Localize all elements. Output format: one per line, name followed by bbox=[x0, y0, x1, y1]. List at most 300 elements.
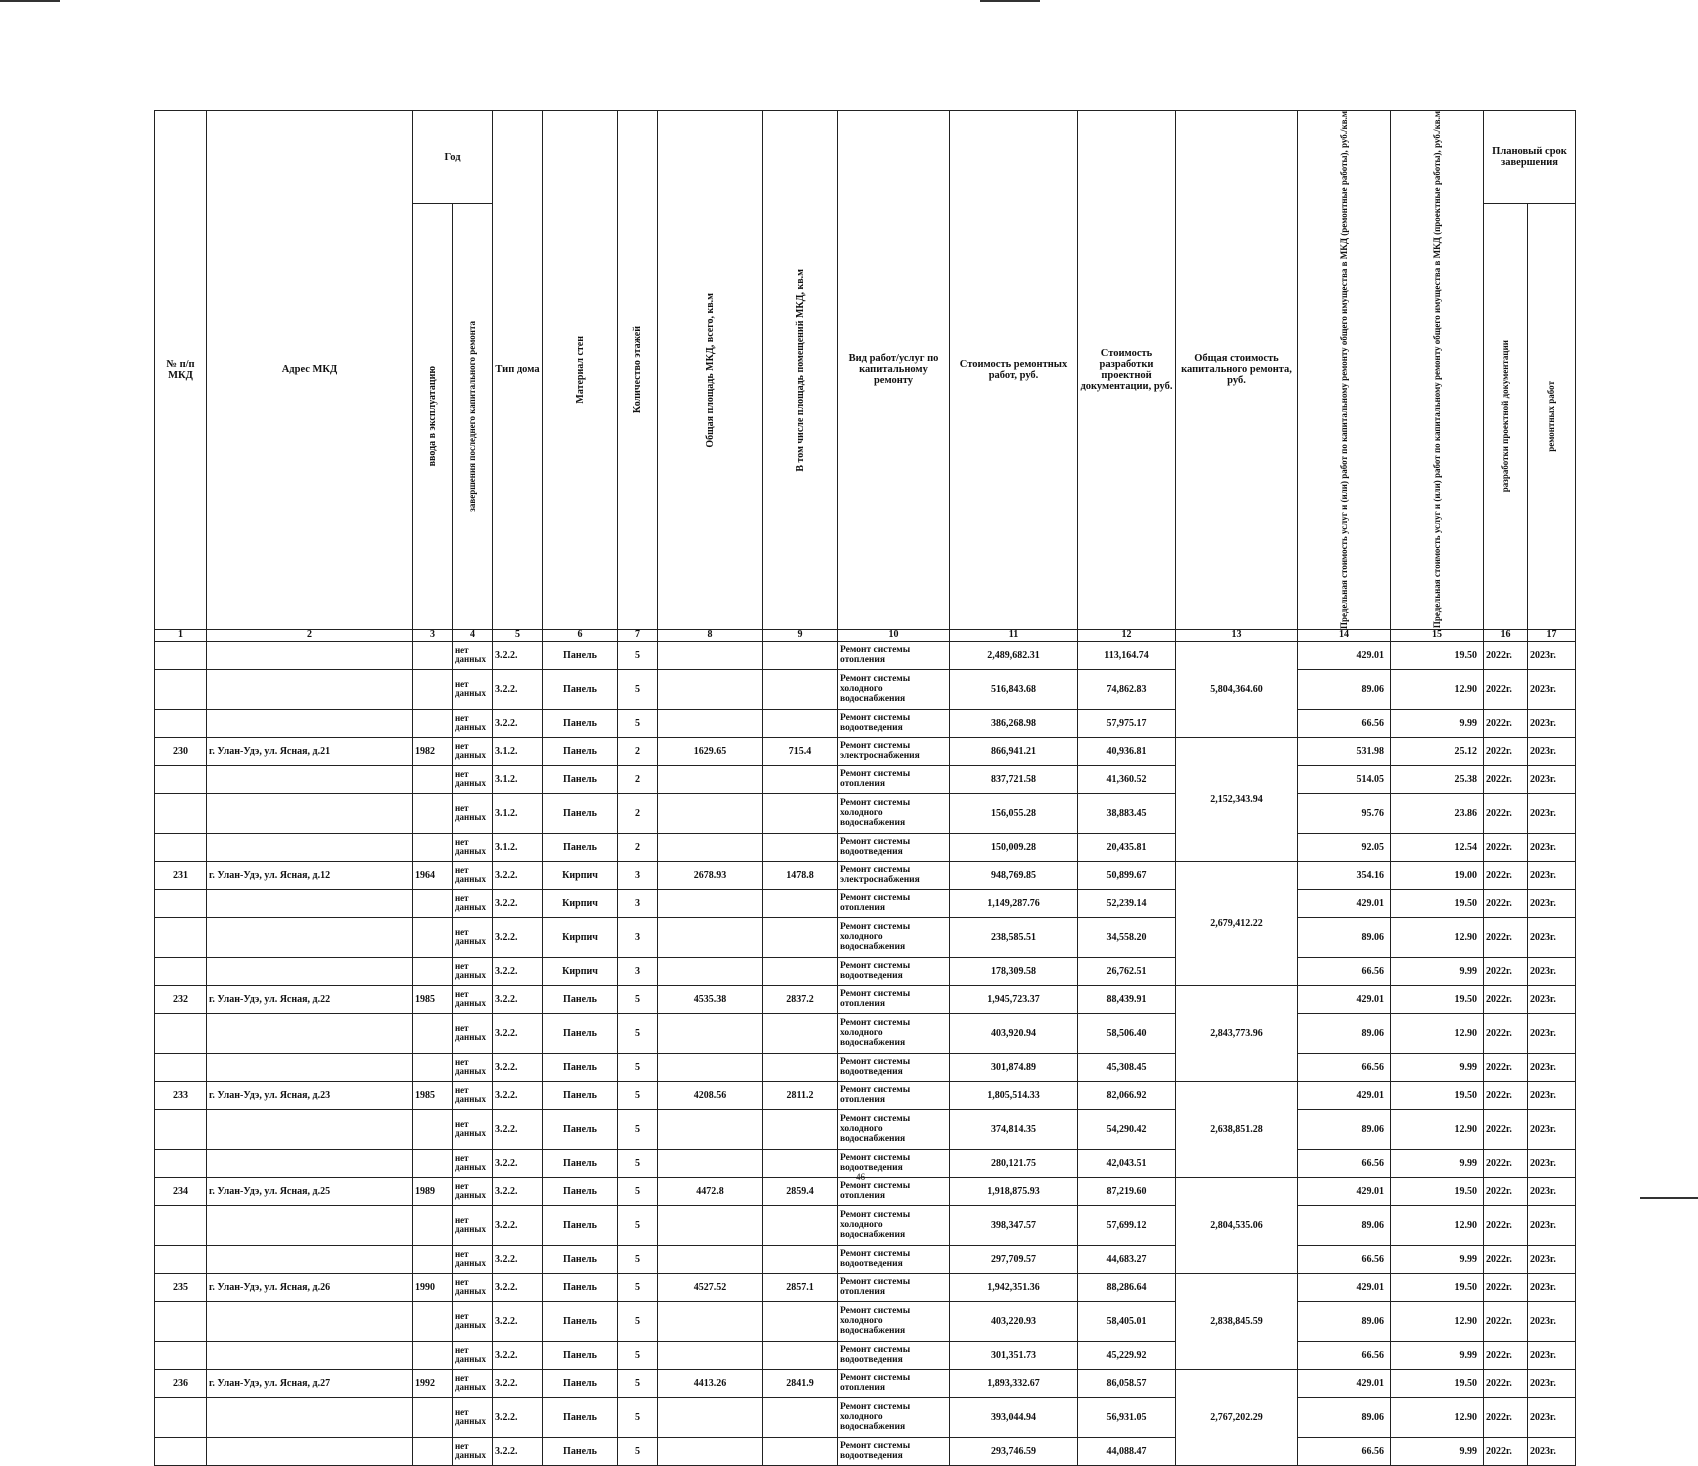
row-number-cell bbox=[155, 641, 207, 669]
work-type-cell: Ремонт системы отопления bbox=[838, 1369, 950, 1397]
plan-repair-cell: 2023г. bbox=[1528, 669, 1576, 709]
work-type-cell: Ремонт системы отопления bbox=[838, 641, 950, 669]
row-number-cell: 233 bbox=[155, 1081, 207, 1109]
year-last-repair-cell: нет данных bbox=[453, 765, 493, 793]
wall-material-cell: Панель bbox=[543, 765, 618, 793]
work-type-cell: Ремонт системы холодного водоснабжения bbox=[838, 793, 950, 833]
design-cost-cell: 42,043.51 bbox=[1078, 1149, 1176, 1177]
house-type-cell: 3.2.2. bbox=[493, 669, 543, 709]
plan-repair-cell: 2023г. bbox=[1528, 1205, 1576, 1245]
limit-design-cell: 9.99 bbox=[1391, 1149, 1484, 1177]
limit-repair-cell: 429.01 bbox=[1298, 889, 1391, 917]
plan-design-cell: 2022г. bbox=[1484, 1053, 1528, 1081]
address-cell: г. Улан-Удэ, ул. Ясная, д.26 bbox=[207, 1273, 413, 1301]
floors-cell: 5 bbox=[618, 1177, 658, 1205]
work-type-cell: Ремонт системы холодного водоснабжения bbox=[838, 1109, 950, 1149]
total-cost-cell: 2,804,535.06 bbox=[1176, 1177, 1298, 1273]
header-plan: Плановый срок завершения bbox=[1484, 111, 1576, 204]
header-premises-area: В том числе площадь помещений МКД, кв.м bbox=[763, 111, 838, 630]
plan-design-cell: 2022г. bbox=[1484, 985, 1528, 1013]
limit-design-cell: 23.86 bbox=[1391, 793, 1484, 833]
header-limit-repair: Предельная стоимость услуг и (или) работ по капитальному ремонту общего имущества в МКД (ремонтные работы), руб./кв.м bbox=[1298, 111, 1391, 630]
floors-cell: 5 bbox=[618, 1341, 658, 1369]
column-number: 8 bbox=[658, 629, 763, 641]
design-cost-cell: 54,290.42 bbox=[1078, 1109, 1176, 1149]
repair-cost-cell: 403,920.94 bbox=[950, 1013, 1078, 1053]
total-area-cell: 4208.56 bbox=[658, 1081, 763, 1109]
plan-repair-cell: 2023г. bbox=[1528, 1245, 1576, 1273]
work-type-cell: Ремонт системы водоотведения bbox=[838, 1149, 950, 1177]
premises-area-cell: 2841.9 bbox=[763, 1369, 838, 1397]
limit-repair-cell: 429.01 bbox=[1298, 1273, 1391, 1301]
repair-table bbox=[154, 110, 1576, 1466]
premises-area-cell bbox=[763, 833, 838, 861]
total-area-cell bbox=[658, 1437, 763, 1465]
work-type-cell: Ремонт системы отопления bbox=[838, 1273, 950, 1301]
page-number: 46 bbox=[856, 1172, 865, 1182]
column-number: 13 bbox=[1176, 629, 1298, 641]
repair-cost-cell: 516,843.68 bbox=[950, 669, 1078, 709]
plan-design-cell: 2022г. bbox=[1484, 917, 1528, 957]
plan-design-cell: 2022г. bbox=[1484, 1205, 1528, 1245]
floors-cell: 5 bbox=[618, 985, 658, 1013]
limit-design-cell: 9.99 bbox=[1391, 1053, 1484, 1081]
limit-design-cell: 12.90 bbox=[1391, 669, 1484, 709]
limit-design-cell: 12.90 bbox=[1391, 1301, 1484, 1341]
address-cell: г. Улан-Удэ, ул. Ясная, д.27 bbox=[207, 1369, 413, 1397]
year-last-repair-cell: нет данных bbox=[453, 793, 493, 833]
limit-repair-cell: 66.56 bbox=[1298, 709, 1391, 737]
total-area-cell: 4527.52 bbox=[658, 1273, 763, 1301]
house-type-cell: 3.1.2. bbox=[493, 793, 543, 833]
year-commission-cell bbox=[413, 1205, 453, 1245]
year-last-repair-cell: нет данных bbox=[453, 833, 493, 861]
design-cost-cell: 20,435.81 bbox=[1078, 833, 1176, 861]
limit-design-cell: 19.50 bbox=[1391, 1081, 1484, 1109]
plan-design-cell: 2022г. bbox=[1484, 1437, 1528, 1465]
house-type-cell: 3.2.2. bbox=[493, 957, 543, 985]
plan-repair-cell: 2023г. bbox=[1528, 985, 1576, 1013]
work-type-cell: Ремонт системы отопления bbox=[838, 889, 950, 917]
total-area-cell bbox=[658, 709, 763, 737]
limit-repair-cell: 429.01 bbox=[1298, 1177, 1391, 1205]
row-number-cell bbox=[155, 1013, 207, 1053]
scan-edge-mark bbox=[1640, 1197, 1698, 1199]
work-type-cell: Ремонт системы водоотведения bbox=[838, 1341, 950, 1369]
total-cost-cell: 5,804,364.60 bbox=[1176, 641, 1298, 737]
house-type-cell: 3.2.2. bbox=[493, 1205, 543, 1245]
premises-area-cell bbox=[763, 793, 838, 833]
wall-material-cell: Панель bbox=[543, 985, 618, 1013]
floors-cell: 5 bbox=[618, 1205, 658, 1245]
table-row bbox=[155, 641, 1576, 669]
total-area-cell bbox=[658, 917, 763, 957]
header-total-cost: Общая стоимость капитального ремонта, руб. bbox=[1176, 111, 1298, 630]
floors-cell: 5 bbox=[618, 669, 658, 709]
plan-repair-cell: 2023г. bbox=[1528, 1013, 1576, 1053]
design-cost-cell: 74,862.83 bbox=[1078, 669, 1176, 709]
total-area-cell bbox=[658, 957, 763, 985]
limit-design-cell: 9.99 bbox=[1391, 1437, 1484, 1465]
plan-design-cell: 2022г. bbox=[1484, 737, 1528, 765]
design-cost-cell: 82,066.92 bbox=[1078, 1081, 1176, 1109]
wall-material-cell: Панель bbox=[543, 1053, 618, 1081]
repair-cost-cell: 1,945,723.37 bbox=[950, 985, 1078, 1013]
plan-design-cell: 2022г. bbox=[1484, 669, 1528, 709]
header-design-cost: Стоимость разработки проектной документации, руб. bbox=[1078, 111, 1176, 630]
design-cost-cell: 58,506.40 bbox=[1078, 1013, 1176, 1053]
design-cost-cell: 38,883.45 bbox=[1078, 793, 1176, 833]
table-row bbox=[155, 669, 1576, 709]
total-area-cell bbox=[658, 1013, 763, 1053]
limit-repair-cell: 66.56 bbox=[1298, 957, 1391, 985]
address-cell bbox=[207, 641, 413, 669]
year-commission-cell bbox=[413, 1341, 453, 1369]
header-limit-design: Предельная стоимость услуг и (или) работ по капитальному ремонту общего имущества в МКД (проектные работы), руб./кв.м bbox=[1391, 111, 1484, 630]
year-last-repair-cell: нет данных bbox=[453, 1341, 493, 1369]
limit-repair-cell: 95.76 bbox=[1298, 793, 1391, 833]
total-cost-cell: 2,838,845.59 bbox=[1176, 1273, 1298, 1369]
work-type-cell: Ремонт системы отопления bbox=[838, 1081, 950, 1109]
row-number-cell: 234 bbox=[155, 1177, 207, 1205]
table-row bbox=[155, 765, 1576, 793]
wall-material-cell: Панель bbox=[543, 641, 618, 669]
address-cell bbox=[207, 1341, 413, 1369]
work-type-cell: Ремонт системы холодного водоснабжения bbox=[838, 1013, 950, 1053]
year-commission-cell bbox=[413, 1053, 453, 1081]
design-cost-cell: 88,286.64 bbox=[1078, 1273, 1176, 1301]
address-cell bbox=[207, 1149, 413, 1177]
house-type-cell: 3.2.2. bbox=[493, 861, 543, 889]
row-number-cell bbox=[155, 1245, 207, 1273]
limit-design-cell: 12.90 bbox=[1391, 1013, 1484, 1053]
header-plan-design: разработки проектной документации bbox=[1484, 204, 1528, 630]
repair-cost-cell: 837,721.58 bbox=[950, 765, 1078, 793]
column-number: 11 bbox=[950, 629, 1078, 641]
wall-material-cell: Кирпич bbox=[543, 957, 618, 985]
limit-repair-cell: 89.06 bbox=[1298, 1205, 1391, 1245]
premises-area-cell bbox=[763, 1053, 838, 1081]
row-number-cell: 236 bbox=[155, 1369, 207, 1397]
total-cost-cell: 2,679,412.22 bbox=[1176, 861, 1298, 985]
house-type-cell: 3.2.2. bbox=[493, 1301, 543, 1341]
address-cell bbox=[207, 765, 413, 793]
address-cell: г. Улан-Удэ, ул. Ясная, д.23 bbox=[207, 1081, 413, 1109]
house-type-cell: 3.2.2. bbox=[493, 1245, 543, 1273]
work-type-cell: Ремонт системы водоотведения bbox=[838, 709, 950, 737]
plan-design-cell: 2022г. bbox=[1484, 1369, 1528, 1397]
repair-cost-cell: 1,918,875.93 bbox=[950, 1177, 1078, 1205]
repair-cost-cell: 238,585.51 bbox=[950, 917, 1078, 957]
work-type-cell: Ремонт системы холодного водоснабжения bbox=[838, 917, 950, 957]
plan-design-cell: 2022г. bbox=[1484, 1177, 1528, 1205]
address-cell bbox=[207, 1053, 413, 1081]
house-type-cell: 3.2.2. bbox=[493, 641, 543, 669]
total-area-cell bbox=[658, 641, 763, 669]
floors-cell: 5 bbox=[618, 641, 658, 669]
plan-repair-cell: 2023г. bbox=[1528, 1369, 1576, 1397]
repair-schedule-sheet bbox=[154, 110, 1576, 1466]
year-commission-cell bbox=[413, 889, 453, 917]
wall-material-cell: Панель bbox=[543, 1149, 618, 1177]
plan-design-cell: 2022г. bbox=[1484, 1397, 1528, 1437]
wall-material-cell: Панель bbox=[543, 1341, 618, 1369]
plan-design-cell: 2022г. bbox=[1484, 889, 1528, 917]
header-year-last-repair: завершения последнего капитального ремонта bbox=[453, 204, 493, 630]
table-row bbox=[155, 1177, 1576, 1205]
limit-design-cell: 19.50 bbox=[1391, 1273, 1484, 1301]
repair-cost-cell: 398,347.57 bbox=[950, 1205, 1078, 1245]
wall-material-cell: Панель bbox=[543, 669, 618, 709]
plan-repair-cell: 2023г. bbox=[1528, 957, 1576, 985]
work-type-cell: Ремонт системы водоотведения bbox=[838, 957, 950, 985]
table-row bbox=[155, 1149, 1576, 1177]
plan-repair-cell: 2023г. bbox=[1528, 793, 1576, 833]
address-cell: г. Улан-Удэ, ул. Ясная, д.12 bbox=[207, 861, 413, 889]
year-last-repair-cell: нет данных bbox=[453, 1013, 493, 1053]
premises-area-cell: 2857.1 bbox=[763, 1273, 838, 1301]
work-type-cell: Ремонт системы электроснабжения bbox=[838, 737, 950, 765]
table-row bbox=[155, 1369, 1576, 1397]
column-number: 17 bbox=[1528, 629, 1576, 641]
house-type-cell: 3.2.2. bbox=[493, 1397, 543, 1437]
year-commission-cell: 1964 bbox=[413, 861, 453, 889]
floors-cell: 5 bbox=[618, 1013, 658, 1053]
total-area-cell: 1629.65 bbox=[658, 737, 763, 765]
house-type-cell: 3.2.2. bbox=[493, 1341, 543, 1369]
plan-design-cell: 2022г. bbox=[1484, 641, 1528, 669]
limit-repair-cell: 89.06 bbox=[1298, 1301, 1391, 1341]
house-type-cell: 3.2.2. bbox=[493, 1013, 543, 1053]
wall-material-cell: Панель bbox=[543, 1273, 618, 1301]
floors-cell: 5 bbox=[618, 1109, 658, 1149]
row-number-cell: 235 bbox=[155, 1273, 207, 1301]
year-commission-cell: 1982 bbox=[413, 737, 453, 765]
address-cell bbox=[207, 1397, 413, 1437]
premises-area-cell bbox=[763, 669, 838, 709]
table-row bbox=[155, 1273, 1576, 1301]
table-row bbox=[155, 957, 1576, 985]
wall-material-cell: Панель bbox=[543, 1109, 618, 1149]
row-number-cell bbox=[155, 709, 207, 737]
work-type-cell: Ремонт системы холодного водоснабжения bbox=[838, 1205, 950, 1245]
limit-repair-cell: 429.01 bbox=[1298, 1369, 1391, 1397]
total-cost-cell: 2,638,851.28 bbox=[1176, 1081, 1298, 1177]
work-type-cell: Ремонт системы отопления bbox=[838, 1177, 950, 1205]
year-last-repair-cell: нет данных bbox=[453, 737, 493, 765]
address-cell bbox=[207, 889, 413, 917]
table-body bbox=[155, 641, 1576, 1465]
year-last-repair-cell: нет данных bbox=[453, 1205, 493, 1245]
wall-material-cell: Кирпич bbox=[543, 861, 618, 889]
work-type-cell: Ремонт системы водоотведения bbox=[838, 1245, 950, 1273]
year-commission-cell: 1985 bbox=[413, 1081, 453, 1109]
column-number: 12 bbox=[1078, 629, 1176, 641]
limit-design-cell: 12.90 bbox=[1391, 1205, 1484, 1245]
work-type-cell: Ремонт системы водоотведения bbox=[838, 833, 950, 861]
work-type-cell: Ремонт системы водоотведения bbox=[838, 1053, 950, 1081]
premises-area-cell bbox=[763, 765, 838, 793]
address-cell bbox=[207, 1205, 413, 1245]
total-area-cell bbox=[658, 889, 763, 917]
wall-material-cell: Панель bbox=[543, 1081, 618, 1109]
header-repair-cost: Стоимость ремонтных работ, руб. bbox=[950, 111, 1078, 630]
year-last-repair-cell: нет данных bbox=[453, 985, 493, 1013]
floors-cell: 5 bbox=[618, 1369, 658, 1397]
limit-repair-cell: 531.98 bbox=[1298, 737, 1391, 765]
limit-repair-cell: 429.01 bbox=[1298, 1081, 1391, 1109]
plan-design-cell: 2022г. bbox=[1484, 793, 1528, 833]
limit-repair-cell: 66.56 bbox=[1298, 1437, 1391, 1465]
header-address: Адрес МКД bbox=[207, 111, 413, 630]
table-row bbox=[155, 1437, 1576, 1465]
wall-material-cell: Панель bbox=[543, 709, 618, 737]
floors-cell: 3 bbox=[618, 917, 658, 957]
plan-repair-cell: 2023г. bbox=[1528, 1397, 1576, 1437]
header-year-commission: ввода в эксплуатацию bbox=[413, 204, 453, 630]
table-row bbox=[155, 709, 1576, 737]
year-last-repair-cell: нет данных bbox=[453, 1053, 493, 1081]
premises-area-cell bbox=[763, 1301, 838, 1341]
work-type-cell: Ремонт системы электроснабжения bbox=[838, 861, 950, 889]
repair-cost-cell: 2,489,682.31 bbox=[950, 641, 1078, 669]
design-cost-cell: 57,699.12 bbox=[1078, 1205, 1176, 1245]
year-commission-cell: 1992 bbox=[413, 1369, 453, 1397]
year-last-repair-cell: нет данных bbox=[453, 917, 493, 957]
column-number: 6 bbox=[543, 629, 618, 641]
row-number-cell bbox=[155, 1397, 207, 1437]
plan-repair-cell: 2023г. bbox=[1528, 1437, 1576, 1465]
wall-material-cell: Панель bbox=[543, 1205, 618, 1245]
premises-area-cell bbox=[763, 709, 838, 737]
plan-repair-cell: 2023г. bbox=[1528, 641, 1576, 669]
column-number-row bbox=[155, 629, 1576, 641]
year-commission-cell bbox=[413, 957, 453, 985]
address-cell: г. Улан-Удэ, ул. Ясная, д.25 bbox=[207, 1177, 413, 1205]
year-last-repair-cell: нет данных bbox=[453, 1245, 493, 1273]
work-type-cell: Ремонт системы холодного водоснабжения bbox=[838, 669, 950, 709]
row-number-cell bbox=[155, 1341, 207, 1369]
design-cost-cell: 44,088.47 bbox=[1078, 1437, 1176, 1465]
row-number-cell bbox=[155, 917, 207, 957]
repair-cost-cell: 393,044.94 bbox=[950, 1397, 1078, 1437]
column-number: 3 bbox=[413, 629, 453, 641]
total-area-cell bbox=[658, 765, 763, 793]
premises-area-cell bbox=[763, 889, 838, 917]
design-cost-cell: 34,558.20 bbox=[1078, 917, 1176, 957]
column-number: 7 bbox=[618, 629, 658, 641]
design-cost-cell: 41,360.52 bbox=[1078, 765, 1176, 793]
table-row bbox=[155, 1205, 1576, 1245]
house-type-cell: 3.2.2. bbox=[493, 1369, 543, 1397]
house-type-cell: 3.2.2. bbox=[493, 985, 543, 1013]
row-number-cell bbox=[155, 765, 207, 793]
year-commission-cell bbox=[413, 709, 453, 737]
design-cost-cell: 45,308.45 bbox=[1078, 1053, 1176, 1081]
year-commission-cell bbox=[413, 1301, 453, 1341]
premises-area-cell: 1478.8 bbox=[763, 861, 838, 889]
year-commission-cell bbox=[413, 1397, 453, 1437]
house-type-cell: 3.2.2. bbox=[493, 1273, 543, 1301]
year-last-repair-cell: нет данных bbox=[453, 1397, 493, 1437]
plan-design-cell: 2022г. bbox=[1484, 1273, 1528, 1301]
limit-design-cell: 12.90 bbox=[1391, 1397, 1484, 1437]
limit-design-cell: 19.50 bbox=[1391, 889, 1484, 917]
limit-design-cell: 12.54 bbox=[1391, 833, 1484, 861]
total-area-cell bbox=[658, 1397, 763, 1437]
column-number: 16 bbox=[1484, 629, 1528, 641]
plan-design-cell: 2022г. bbox=[1484, 957, 1528, 985]
house-type-cell: 3.2.2. bbox=[493, 1177, 543, 1205]
total-area-cell bbox=[658, 1149, 763, 1177]
row-number-cell bbox=[155, 669, 207, 709]
row-number-cell bbox=[155, 1053, 207, 1081]
column-number: 2 bbox=[207, 629, 413, 641]
row-number-cell bbox=[155, 889, 207, 917]
total-area-cell bbox=[658, 1205, 763, 1245]
limit-repair-cell: 66.56 bbox=[1298, 1245, 1391, 1273]
header-work-type: Вид работ/услуг по капитальному ремонту bbox=[838, 111, 950, 630]
plan-repair-cell: 2023г. bbox=[1528, 1149, 1576, 1177]
repair-cost-cell: 374,814.35 bbox=[950, 1109, 1078, 1149]
premises-area-cell bbox=[763, 1341, 838, 1369]
year-commission-cell: 1985 bbox=[413, 985, 453, 1013]
floors-cell: 5 bbox=[618, 1245, 658, 1273]
total-area-cell bbox=[658, 793, 763, 833]
premises-area-cell: 2859.4 bbox=[763, 1177, 838, 1205]
year-last-repair-cell: нет данных bbox=[453, 861, 493, 889]
premises-area-cell bbox=[763, 917, 838, 957]
premises-area-cell bbox=[763, 1397, 838, 1437]
repair-cost-cell: 403,220.93 bbox=[950, 1301, 1078, 1341]
limit-repair-cell: 66.56 bbox=[1298, 1341, 1391, 1369]
header-wall-material: Материал стен bbox=[543, 111, 618, 630]
address-cell bbox=[207, 669, 413, 709]
year-last-repair-cell: нет данных bbox=[453, 1177, 493, 1205]
limit-repair-cell: 89.06 bbox=[1298, 917, 1391, 957]
floors-cell: 5 bbox=[618, 1081, 658, 1109]
total-area-cell bbox=[658, 1053, 763, 1081]
floors-cell: 5 bbox=[618, 1437, 658, 1465]
table-row bbox=[155, 833, 1576, 861]
address-cell bbox=[207, 957, 413, 985]
plan-design-cell: 2022г. bbox=[1484, 1301, 1528, 1341]
design-cost-cell: 45,229.92 bbox=[1078, 1341, 1176, 1369]
plan-repair-cell: 2023г. bbox=[1528, 1177, 1576, 1205]
total-area-cell bbox=[658, 1301, 763, 1341]
total-area-cell: 4472.8 bbox=[658, 1177, 763, 1205]
plan-design-cell: 2022г. bbox=[1484, 709, 1528, 737]
row-number-cell bbox=[155, 1437, 207, 1465]
column-number: 9 bbox=[763, 629, 838, 641]
table-row bbox=[155, 1109, 1576, 1149]
floors-cell: 2 bbox=[618, 765, 658, 793]
year-last-repair-cell: нет данных bbox=[453, 1149, 493, 1177]
row-number-cell bbox=[155, 793, 207, 833]
premises-area-cell bbox=[763, 1109, 838, 1149]
row-number-cell bbox=[155, 1149, 207, 1177]
address-cell bbox=[207, 917, 413, 957]
plan-repair-cell: 2023г. bbox=[1528, 1081, 1576, 1109]
floors-cell: 3 bbox=[618, 957, 658, 985]
limit-design-cell: 19.50 bbox=[1391, 1369, 1484, 1397]
total-cost-cell: 2,767,202.29 bbox=[1176, 1369, 1298, 1465]
repair-cost-cell: 948,769.85 bbox=[950, 861, 1078, 889]
work-type-cell: Ремонт системы холодного водоснабжения bbox=[838, 1397, 950, 1437]
plan-design-cell: 2022г. bbox=[1484, 1149, 1528, 1177]
limit-design-cell: 19.50 bbox=[1391, 641, 1484, 669]
column-number: 4 bbox=[453, 629, 493, 641]
